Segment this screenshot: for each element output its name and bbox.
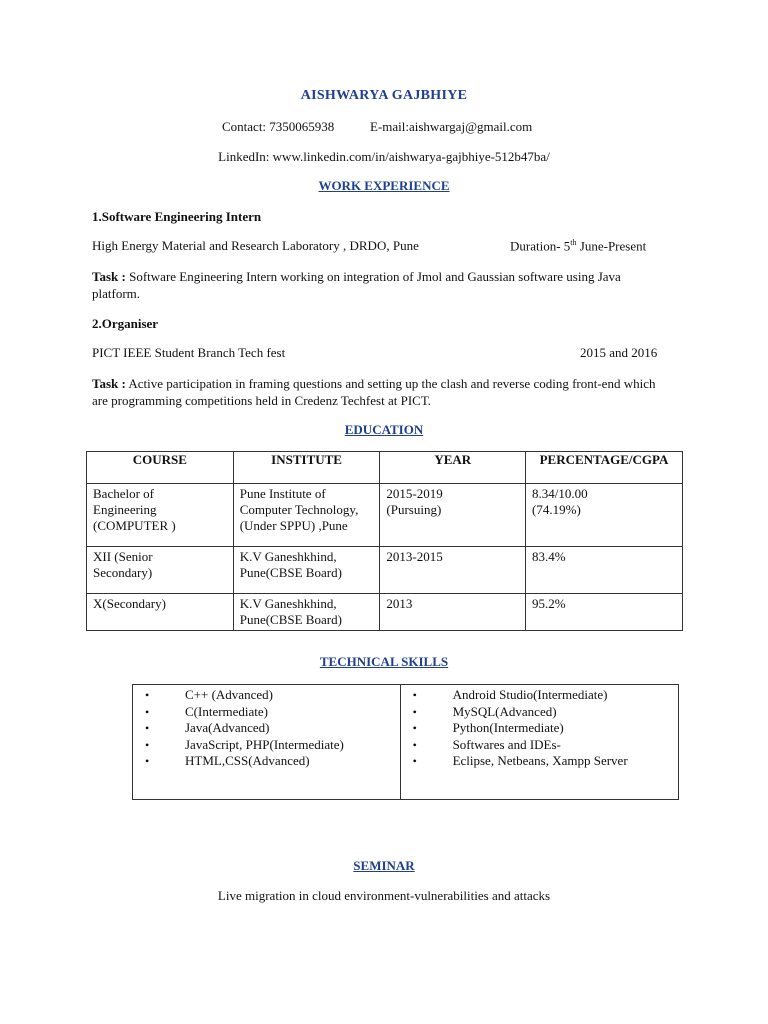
- score-cell: 8.34/10.00 (74.19%): [526, 484, 683, 547]
- job-title: 1.Software Engineering Intern: [92, 209, 262, 224]
- institute-cell: K.V Ganeshkhind, Pune(CBSE Board): [233, 594, 380, 631]
- education-heading: EDUCATION: [344, 422, 424, 437]
- column-header-percentage: PERCENTAGE/CGPA: [526, 452, 683, 484]
- work-experience-heading: WORK EXPERIENCE: [318, 178, 450, 193]
- seminar-topic: Live migration in cloud environment-vulnerabilities and attacks: [217, 888, 551, 903]
- year-cell: 2015-2019 (Pursuing): [380, 484, 526, 547]
- institute-cell: Pune Institute of Computer Technology, (Under SPPU) ,Pune: [233, 484, 380, 547]
- list-item: • Java(Advanced): [139, 720, 394, 737]
- list-item: • HTML,CSS(Advanced): [139, 753, 394, 770]
- course-cell: Bachelor of Engineering (COMPUTER ): [87, 484, 234, 547]
- year-cell: 2013-2015: [380, 547, 526, 594]
- job-task: Task : Software Engineering Intern working on integration of Jmol and Gaussian software using Java platform.: [92, 269, 621, 301]
- course-cell: X(Secondary): [87, 594, 234, 631]
- contact-phone: Contact: 7350065938: [222, 119, 335, 134]
- score-cell: 95.2%: [526, 594, 683, 631]
- list-item: • JavaScript, PHP(Intermediate): [139, 737, 394, 754]
- seminar-heading: SEMINAR: [353, 858, 415, 873]
- list-item: • MySQL(Advanced): [407, 704, 672, 721]
- list-item: • Android Studio(Intermediate): [407, 687, 672, 704]
- table-row: [87, 547, 683, 594]
- list-item: • Eclipse, Netbeans, Xampp Server: [407, 753, 672, 770]
- list-item: • C++ (Advanced): [139, 687, 394, 704]
- list-item: • Softwares and IDEs-: [407, 737, 672, 754]
- column-header-course: COURSE: [87, 452, 234, 484]
- job-title: 2.Organiser: [92, 316, 159, 331]
- resume-name: AISHWARYA GAJBHIYE: [300, 88, 468, 103]
- skills-right-column: [400, 685, 678, 800]
- job-duration: Duration- 5th June-Present: [510, 238, 647, 254]
- list-item: • Python(Intermediate): [407, 720, 672, 737]
- linkedin-url: LinkedIn: www.linkedin.com/in/aishwarya-gajbhiye-512b47ba/: [218, 149, 550, 164]
- job-organization: PICT IEEE Student Branch Tech fest: [92, 345, 286, 360]
- job-organization: High Energy Material and Research Laboratory , DRDO, Pune: [92, 238, 419, 253]
- education-table: [86, 451, 683, 631]
- contact-email: E-mail:aishwargaj@gmail.com: [370, 119, 533, 134]
- column-header-institute: INSTITUTE: [233, 452, 380, 484]
- job-task: Task : Active participation in framing questions and setting up the clash and reverse coding front-end which are programming competitions held in Credenz Techfest at PICT.: [92, 376, 656, 408]
- course-cell: XII (Senior Secondary): [87, 547, 234, 594]
- skills-table: [132, 684, 679, 800]
- score-cell: 83.4%: [526, 547, 683, 594]
- technical-skills-heading: TECHNICAL SKILLS: [319, 654, 449, 669]
- list-item: • C(Intermediate): [139, 704, 394, 721]
- skills-left-column: [133, 685, 401, 800]
- institute-cell: K.V Ganeshkhind, Pune(CBSE Board): [233, 547, 380, 594]
- column-header-year: YEAR: [380, 452, 526, 484]
- table-row: [87, 484, 683, 547]
- table-row: [87, 594, 683, 631]
- year-cell: 2013: [380, 594, 526, 631]
- job-duration: 2015 and 2016: [580, 345, 658, 360]
